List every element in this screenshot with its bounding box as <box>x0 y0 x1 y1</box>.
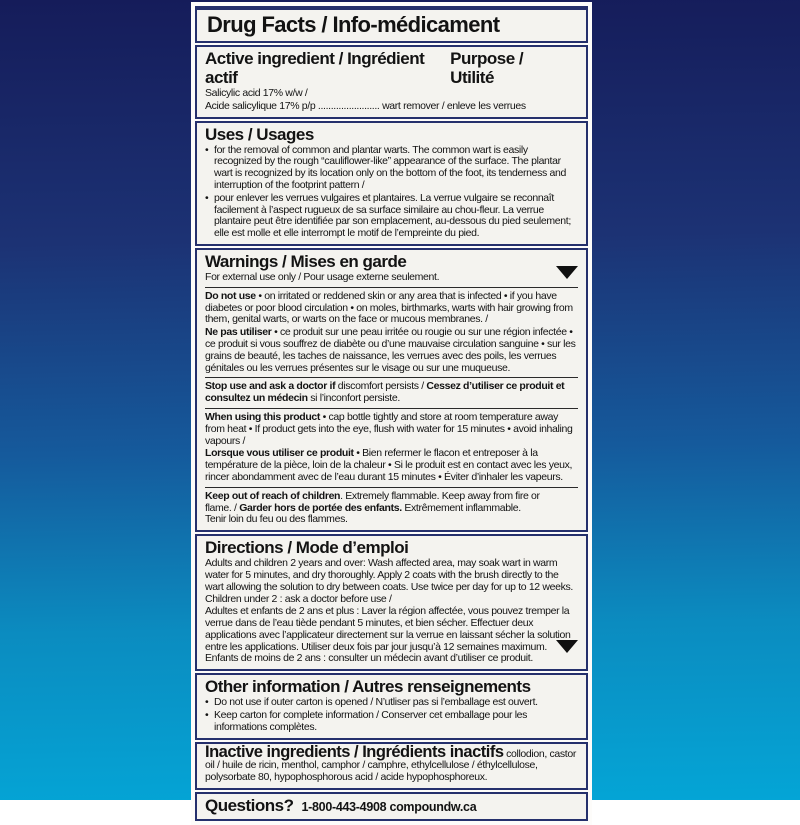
text-run: Ne pas utiliser <box>205 326 272 339</box>
divider <box>205 287 578 288</box>
purpose-heading: Purpose / Utilité <box>450 49 524 87</box>
text-run: . Extremely flammable. Keep away from fire or flame. / <box>205 489 540 514</box>
active-ingredient-heading-row <box>205 49 578 87</box>
text-run: Stop use and ask a doctor if <box>205 380 336 393</box>
text-run: si l’inconfort persiste. <box>307 392 400 405</box>
text-run: discomfort persists / <box>335 380 427 393</box>
bullet-icon: • <box>205 709 209 722</box>
list-item-text: pour enlever les verrues vulgaires et plantaires. La verrue vulgaire se reconnaît facilement à l’aspect rugueux de sa surface similaire au chou-fleur. La verrue plantaire peut être identifiée par son emplacement, au-dessous du pied seulement; elle est molle et elle interrompt le motif de l’empreinte du pied. <box>214 191 571 240</box>
list-item <box>205 145 578 192</box>
inactive-ingredients-section <box>195 742 588 790</box>
bullet-icon: • <box>205 191 209 204</box>
uses-list <box>205 145 578 240</box>
directions-section <box>195 534 588 671</box>
text-run: Inactive ingredients / Ingrédients inactifs <box>205 742 504 761</box>
list-item-text: Do not use if outer carton is opened / N’utliser pas si l’emballage est ouvert. <box>214 696 538 709</box>
divider <box>205 487 578 488</box>
warnings-heading: Warnings / Mises en garde <box>205 251 407 271</box>
list-item <box>205 193 578 240</box>
uses-heading: Uses / Usages <box>205 124 314 144</box>
list-item-text: for the removal of common and plantar warts. The common wart is easily recognized by the rough “cauliflower-like” appearance of the surface. The plantar wart is recognized by its location only on the bottom of the foot, its tenderness and interruption of the footprint pattern / <box>214 143 566 191</box>
text-run: Do not use <box>205 289 256 302</box>
active-ingredient-section <box>195 45 588 119</box>
text-run: Cessez d’utiliser ce produit et consultez un médecin <box>205 380 565 405</box>
other-information-section <box>195 673 588 739</box>
active-ingredient-heading: Active ingredient / Ingrédient actif <box>205 49 425 87</box>
down-triangle-icon <box>556 266 578 279</box>
list-item <box>205 697 578 709</box>
text-run: • cap bottle tightly and store at room temperature away from heat • If product gets into the eye, flush with water for 15 minutes • avoid inhaling vapours / <box>205 410 573 447</box>
questions-contact: 1-800-443-4908 compoundw.ca <box>301 800 477 815</box>
text-run: When using this product <box>205 410 321 423</box>
keep-out-of-reach-text <box>205 491 578 526</box>
other-information-heading: Other information / Autres renseignements <box>205 677 531 697</box>
directions-en: Adults and children 2 years and over: Wash affected area, may soak wart in warm water for 5 minutes, and dry thoroughly. Apply 2 coats with the brush directly to the wart allowing the solution to dry between coats. Use twice per day for up to 12 weeks. Children under 2 : ask a doctor before use / <box>205 557 573 605</box>
uses-section <box>195 121 588 246</box>
drug-facts-header <box>195 6 588 43</box>
active-ingredient-line2: Acide salicylique 17% p/p ........................ wart remover / enleve les verrues <box>205 99 526 112</box>
inactive-ingredients-text <box>205 742 578 784</box>
stop-use-text <box>205 381 578 405</box>
text-run: Garder hors de portée des enfants. <box>239 501 402 514</box>
directions-heading: Directions / Mode d’emploi <box>205 538 409 558</box>
text-run: collodion, castor oil / huile de ricin, menthol, camphor / camphre, ethylcellulose / éthylcellulose, polysorbate 80, hypophosphorous acid / acide hypophosphoreux. <box>205 747 576 784</box>
do-not-use-fr <box>205 327 578 374</box>
active-ingredient-line1: Salicylic acid 17% w/w / <box>205 87 308 99</box>
when-using-en <box>205 412 578 447</box>
text-run: • ce produit sur une peau irritée ou rougie ou sur une région infectée • ce produit si vous souffrez de diabète ou d’une mauvaise circulation sanguine • sur les grains de beauté, les taches de naissance, les verrues avec des poils, les verrues génitales ou les verrues présentes sur le visage ou sur une muqueuse. <box>205 326 576 374</box>
bullet-icon: • <box>205 696 209 709</box>
text-run: Extrêmement inflammable. Tenir loin du feu ou des flammes. <box>205 501 521 526</box>
warnings-section <box>195 248 588 532</box>
divider <box>205 408 578 409</box>
divider <box>205 377 578 378</box>
external-use-text: For external use only / Pour usage externe seulement. <box>205 270 440 283</box>
down-triangle-icon <box>556 640 578 653</box>
drug-facts-label <box>191 2 592 825</box>
questions-section <box>195 792 588 821</box>
text-run: Keep out of reach of children <box>205 489 341 502</box>
page-title: Drug Facts / Info-médicament <box>207 12 500 37</box>
when-using-fr <box>205 448 578 483</box>
text-run: • Bien refermer le flacon et entreposer à la température de la pièce, loin de la chaleur • Si le produit est en contact avec les yeux, rincer abondamment avec de l’eau durant 15 minutes • Éviter d’inhaler les vapeurs. <box>205 447 573 483</box>
text-run: • on irritated or reddened skin or any area that is infected • if you have diabetes or poor blood circulation • on moles, birthmarks, warts with hair growing from them, genital warts, or warts on the face or mucous membranes. / <box>205 289 573 326</box>
questions-heading: Questions? <box>205 796 294 816</box>
directions-fr: Adultes et enfants de 2 ans et plus : Laver la région affectée, vous pouvez tremper la verrue dans de l’eau tiède pendant 5 minutes, et bien sécher. Effectuer deux applications avec l’applicateur directement sur la verrue en laissant sécher la solution entre les applications. Utiliser deux fois par jour jusqu’à 12 semaines maximum. Enfants de moins de 2 ans : consulter un médecin avant d’utiliser ce produit. <box>205 605 571 665</box>
bullet-icon: • <box>205 143 209 156</box>
list-item-text: Keep carton for complete information / Conserver cet emballage pour les informations complètes. <box>214 709 528 733</box>
text-run: Lorsque vous utiliser ce produit <box>205 447 354 460</box>
list-item <box>205 710 578 734</box>
other-information-list <box>205 697 578 733</box>
do-not-use-en <box>205 291 578 326</box>
